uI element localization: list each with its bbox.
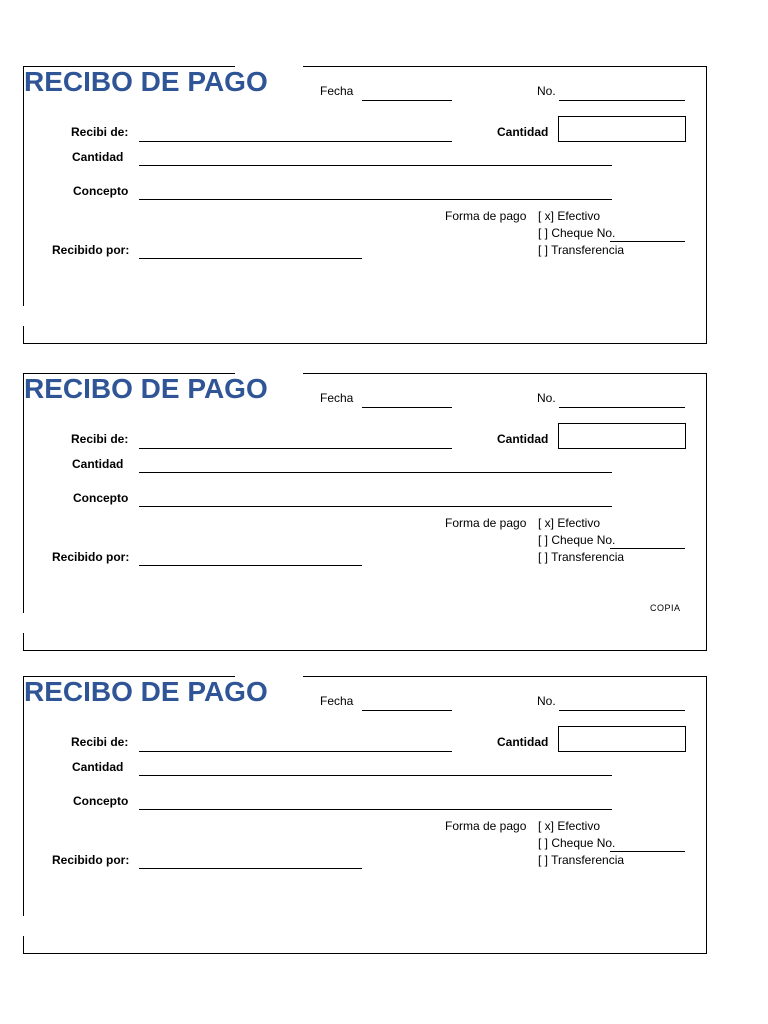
receipt-2	[0, 367, 768, 657]
recibido-por-label: Recibido por:	[52, 853, 130, 867]
cantidad-box-label: Cantidad	[497, 125, 549, 139]
recibi-de-label: Recibi de:	[71, 735, 129, 749]
concepto-label: Concepto	[73, 491, 129, 505]
recibi-de-label: Recibi de:	[71, 432, 129, 446]
frame-right	[706, 66, 707, 344]
recibi-de-field[interactable]	[139, 141, 452, 142]
frame-bottom	[23, 343, 707, 344]
option-cheque[interactable]: [ ] Cheque No.	[538, 226, 616, 240]
cantidad-words-field[interactable]	[139, 165, 612, 166]
fecha-field[interactable]	[362, 100, 452, 101]
recibido-por-field[interactable]	[139, 868, 362, 869]
frame-top-right	[303, 66, 707, 67]
frame-top-right	[303, 676, 707, 677]
cantidad-label: Cantidad	[72, 760, 124, 774]
cheque-number-field[interactable]	[610, 851, 685, 852]
receipt-1	[0, 60, 768, 350]
frame-top-right	[303, 373, 707, 374]
cantidad-amount-box[interactable]	[558, 726, 686, 752]
option-transferencia[interactable]: [ ] Transferencia	[538, 550, 625, 564]
recibi-de-field[interactable]	[139, 751, 452, 752]
cheque-number-field[interactable]	[610, 241, 685, 242]
option-transferencia[interactable]: [ ] Transferencia	[538, 853, 625, 867]
frame-bottom	[23, 953, 707, 954]
fecha-field[interactable]	[362, 407, 452, 408]
forma-pago-label: Forma de pago	[445, 516, 527, 530]
fecha-label: Fecha	[320, 391, 354, 405]
concepto-label: Concepto	[73, 184, 129, 198]
receipt-title: RECIBO DE PAGO	[24, 373, 268, 404]
numero-label: No.	[537, 84, 556, 98]
frame-left-lower	[23, 633, 24, 651]
option-cheque[interactable]: [ ] Cheque No.	[538, 836, 616, 850]
numero-label: No.	[537, 391, 556, 405]
recibido-por-field[interactable]	[139, 565, 362, 566]
option-efectivo[interactable]: [ x] Efectivo	[538, 516, 601, 530]
cheque-number-field[interactable]	[610, 548, 685, 549]
footer-note: COPIA	[650, 603, 681, 613]
forma-pago-label: Forma de pago	[445, 209, 527, 223]
cantidad-words-field[interactable]	[139, 775, 612, 776]
concepto-field[interactable]	[139, 199, 612, 200]
frame-bottom	[23, 650, 707, 651]
cantidad-box-label: Cantidad	[497, 735, 549, 749]
numero-field[interactable]	[559, 407, 685, 408]
numero-label: No.	[537, 694, 556, 708]
receipt-title: RECIBO DE PAGO	[24, 66, 268, 97]
concepto-field[interactable]	[139, 506, 612, 507]
option-cheque[interactable]: [ ] Cheque No.	[538, 533, 616, 547]
concepto-field[interactable]	[139, 809, 612, 810]
forma-pago-label: Forma de pago	[445, 819, 527, 833]
fecha-field[interactable]	[362, 710, 452, 711]
recibi-de-field[interactable]	[139, 448, 452, 449]
fecha-label: Fecha	[320, 694, 354, 708]
recibido-por-label: Recibido por:	[52, 550, 130, 564]
receipt-3	[0, 670, 768, 960]
option-efectivo[interactable]: [ x] Efectivo	[538, 819, 601, 833]
numero-field[interactable]	[559, 710, 685, 711]
receipt-title: RECIBO DE PAGO	[24, 676, 268, 707]
cantidad-label: Cantidad	[72, 150, 124, 164]
recibi-de-label: Recibi de:	[71, 125, 129, 139]
recibido-por-field[interactable]	[139, 258, 362, 259]
concepto-label: Concepto	[73, 794, 129, 808]
frame-left	[23, 373, 24, 613]
frame-left-lower	[23, 326, 24, 344]
cantidad-box-label: Cantidad	[497, 432, 549, 446]
frame-left-lower	[23, 936, 24, 954]
cantidad-words-field[interactable]	[139, 472, 612, 473]
fecha-label: Fecha	[320, 84, 354, 98]
numero-field[interactable]	[559, 100, 685, 101]
cantidad-amount-box[interactable]	[558, 116, 686, 142]
option-efectivo[interactable]: [ x] Efectivo	[538, 209, 601, 223]
frame-left	[23, 66, 24, 306]
recibido-por-label: Recibido por:	[52, 243, 130, 257]
frame-left	[23, 676, 24, 916]
cantidad-label: Cantidad	[72, 457, 124, 471]
option-transferencia[interactable]: [ ] Transferencia	[538, 243, 625, 257]
frame-right	[706, 373, 707, 651]
frame-right	[706, 676, 707, 954]
cantidad-amount-box[interactable]	[558, 423, 686, 449]
